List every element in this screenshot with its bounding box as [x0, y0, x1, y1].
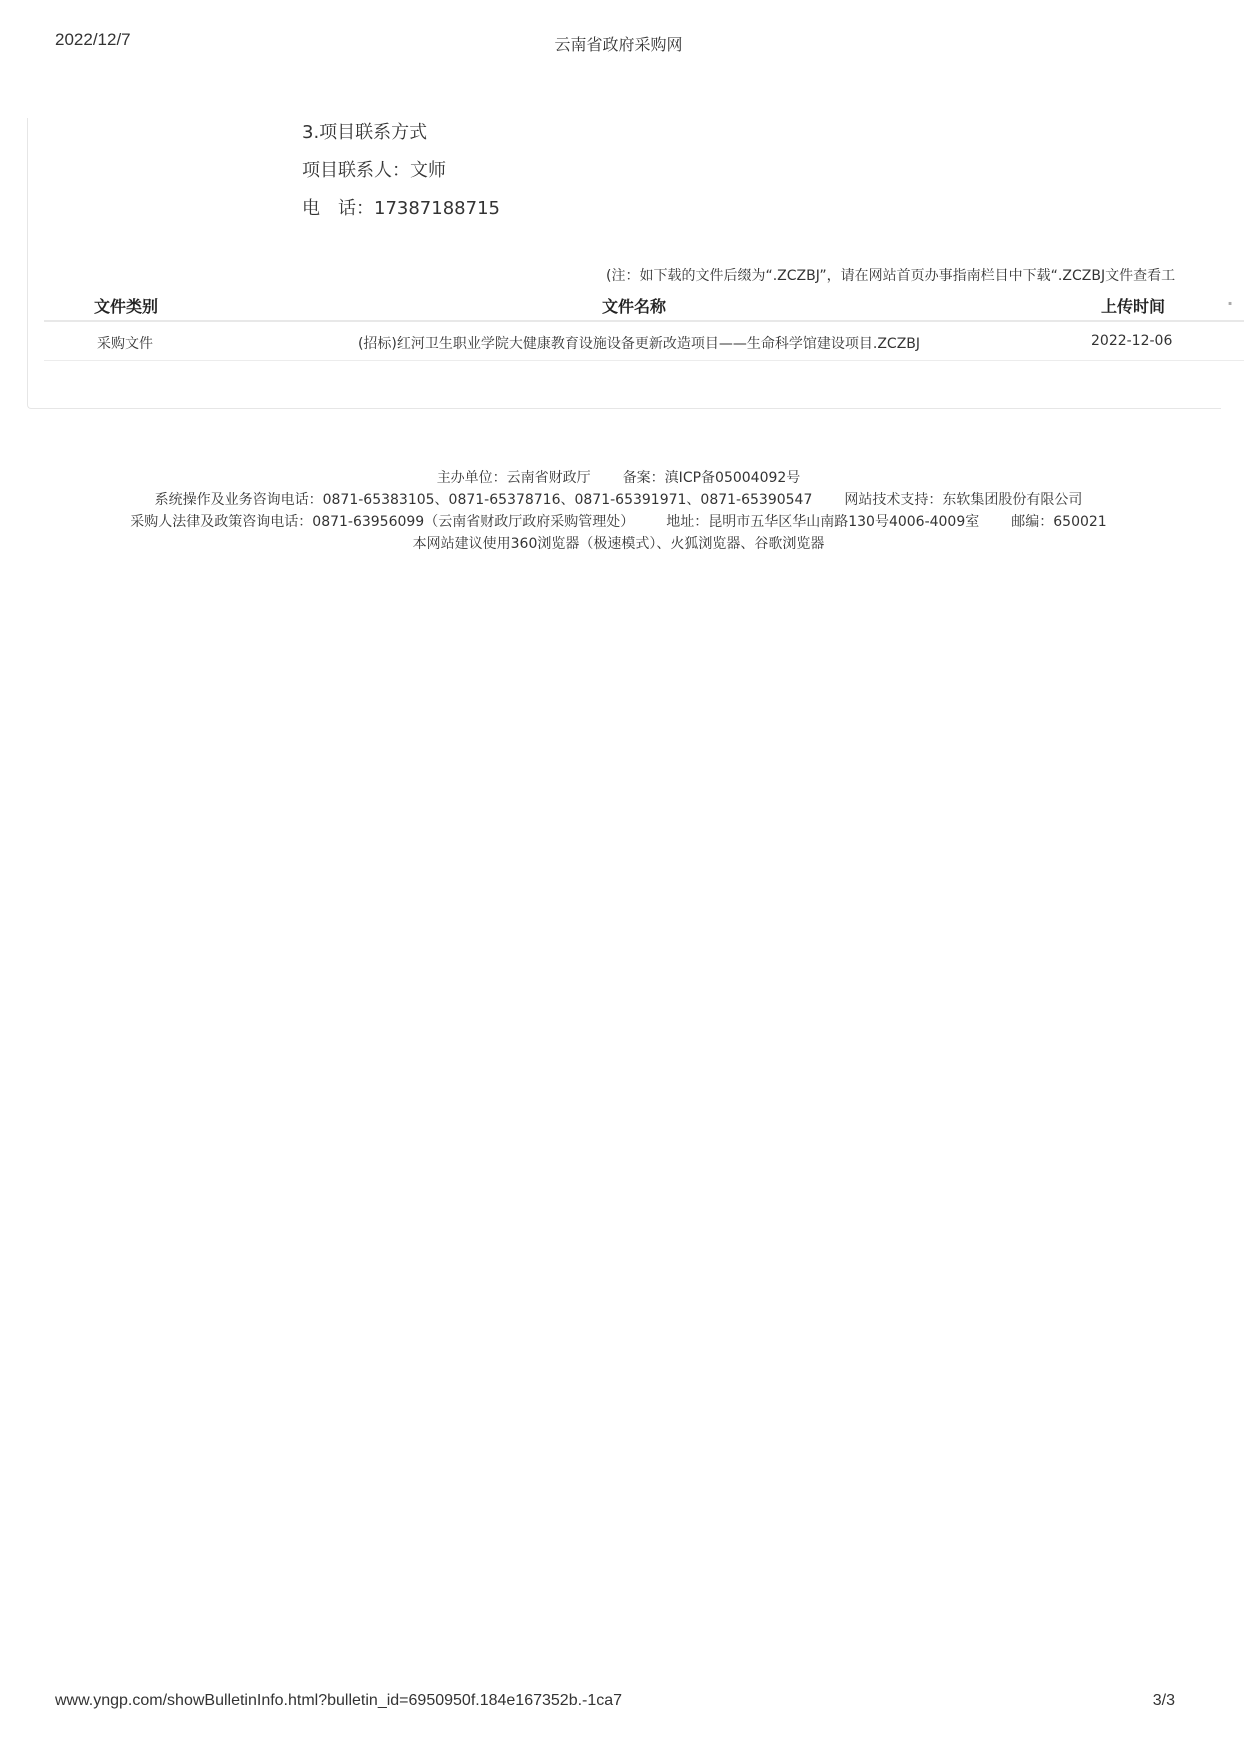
footer-address: 地址：昆明市五华区华山南路130号4006-4009室 — [666, 514, 980, 530]
file-table — [44, 290, 1244, 361]
bulletin-content-panel — [27, 118, 1234, 409]
row-upload-time: 2022-12-06 — [1091, 333, 1173, 349]
contact-person — [302, 156, 446, 182]
contact-person-label: 项目联系人： — [302, 160, 410, 181]
contact-phone — [302, 194, 500, 220]
contact-phone-label-2: 话： — [338, 198, 374, 219]
footer-icp: 备案：滇ICP备05004092号 — [622, 470, 801, 486]
print-page-number: 3/3 — [1152, 1692, 1175, 1709]
download-note: (注：如下载的文件后缀为“.ZCZBJ”，请在网站首页办事指南栏目中下载“.ZCZBJ文件查看工 — [606, 268, 1176, 284]
file-table-header — [44, 290, 1244, 322]
contact-section-heading: 3.项目联系方式 — [302, 122, 428, 143]
row-file-name-link[interactable]: (招标)红河卫生职业学院大健康教育设施设备更新改造项目——生命科学馆建设项目.ZCZBJ — [357, 336, 921, 352]
row-file-type: 采购文件 — [97, 336, 153, 352]
contact-phone-value: 17387188715 — [374, 198, 500, 219]
print-footer-url: www.yngp.com/showBulletinInfo.html?bulletin_id=6950950f.184e167352b.-1ca7 — [55, 1692, 623, 1709]
site-footer — [0, 467, 1237, 555]
footer-postcode: 邮编：650021 — [1011, 514, 1107, 530]
footer-line-4 — [0, 533, 1237, 555]
footer-line-1 — [0, 467, 1237, 489]
print-date: 2022/12/7 — [55, 30, 131, 49]
footer-sponsor: 主办单位：云南省财政厅 — [436, 470, 591, 486]
footer-tech-support: 网站技术支持：东软集团股份有限公司 — [844, 492, 1083, 508]
header-file-name: 文件名称 — [601, 297, 666, 316]
contact-person-value: 文师 — [410, 160, 446, 181]
footer-line-3 — [0, 511, 1237, 533]
footer-browser-hint: 本网站建议使用360浏览器（极速模式）、火狐浏览器、谷歌浏览器 — [412, 536, 825, 552]
print-page-title: 云南省政府采购网 — [554, 35, 683, 54]
header-truncated-column: · — [1227, 294, 1234, 313]
table-row — [44, 322, 1244, 361]
footer-line-2 — [0, 489, 1237, 511]
header-file-type: 文件类别 — [94, 297, 159, 316]
header-upload-time: 上传时间 — [1101, 297, 1166, 316]
footer-legal-phone: 采购人法律及政策咨询电话：0871-63956099（云南省财政厅政府采购管理处） — [130, 514, 635, 530]
contact-phone-label-1: 电 — [302, 198, 320, 219]
footer-ops-phone: 系统操作及业务咨询电话：0871-65383105、0871-65378716、0871-65391971、0871-65390547 — [154, 492, 813, 508]
